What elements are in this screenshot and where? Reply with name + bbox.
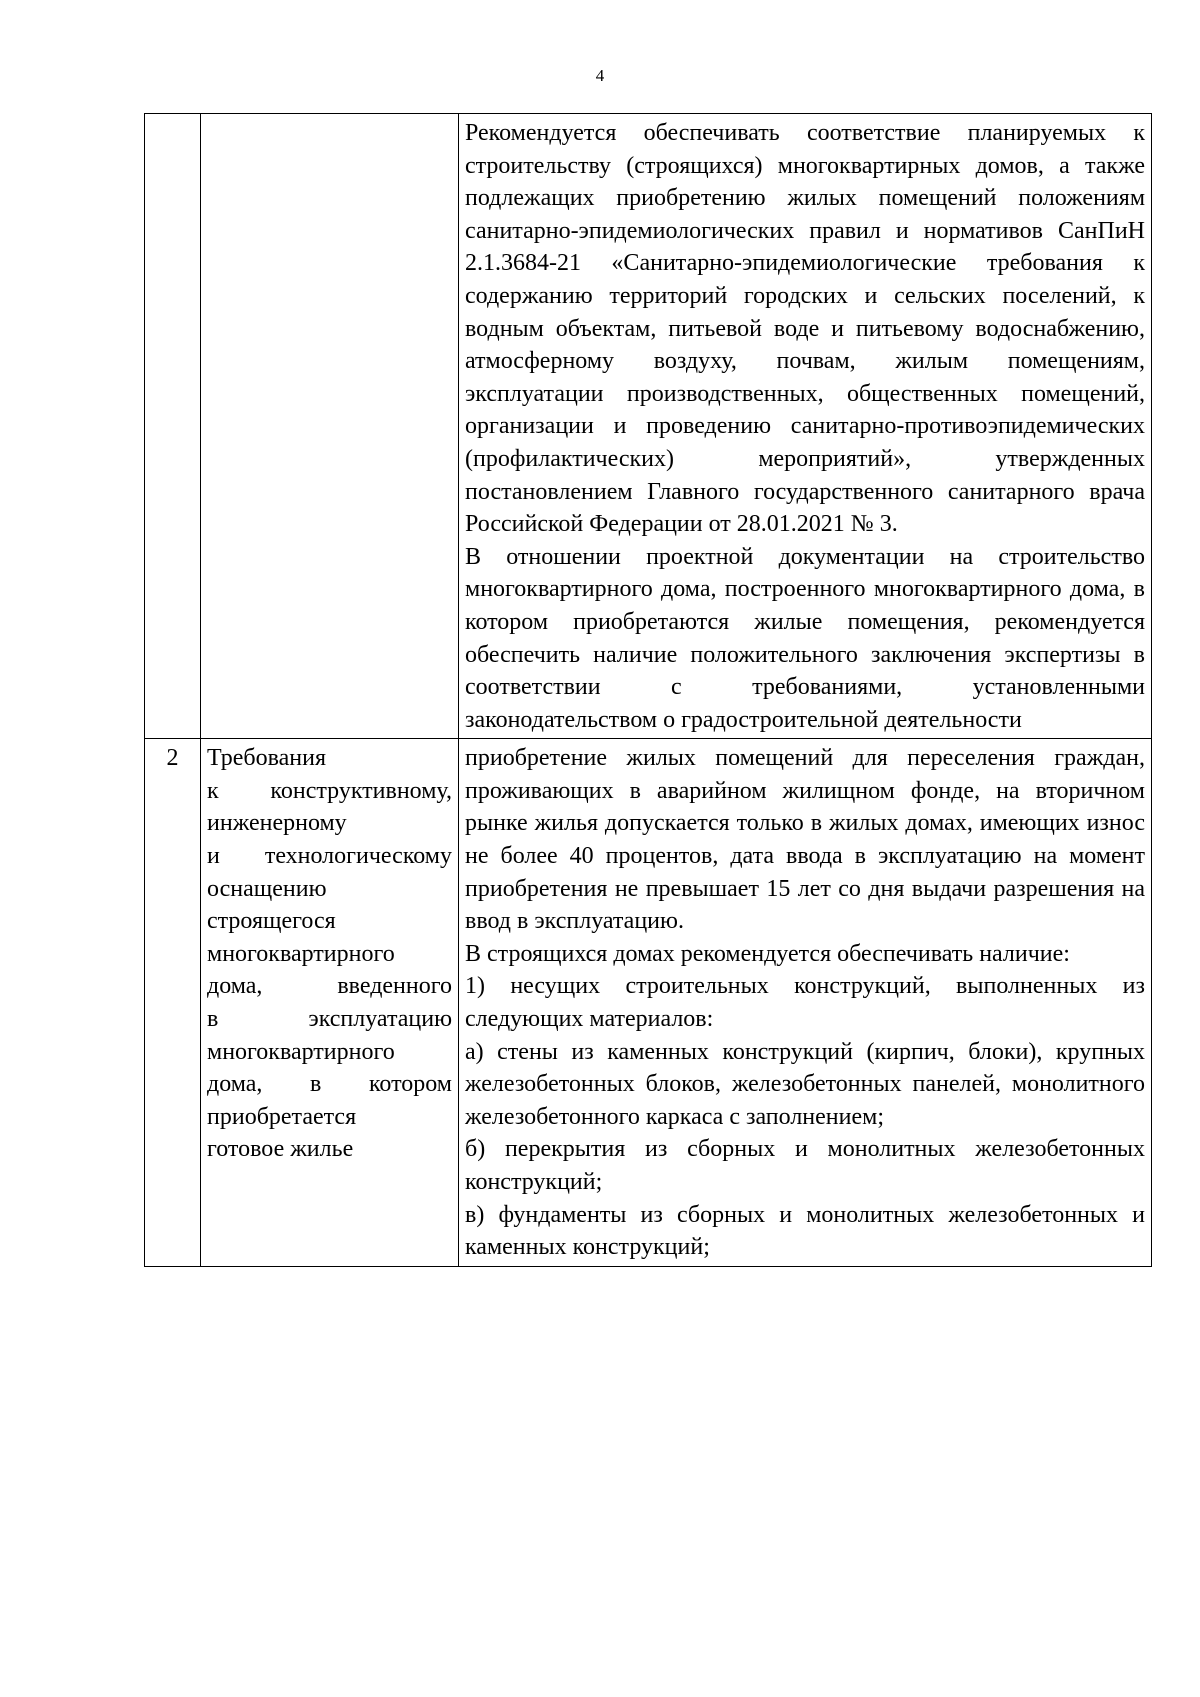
- requirement-cell: [201, 114, 459, 739]
- paragraph: В отношении проектной документации на строительство многоквартирного дома, построенного многоквартирного дома, в котором приобретаются жилые помещения, рекомендуется обеспечить наличие положительного заключения экспертизы в соответствии с требованиями, установленными законодательством о градостроительной деятельности: [465, 543, 1145, 733]
- requirement-cell: [201, 739, 459, 1267]
- requirement-line: к конструктивному,: [207, 777, 452, 804]
- row-number-cell: [145, 114, 201, 739]
- paragraph: а) стены из каменных конструкций (кирпич, блоки), крупных железобетонных блоков, железобетонных панелей, монолитного железобетонного каркаса с заполнением;: [465, 1038, 1145, 1130]
- paragraph: Рекомендуется обеспечивать соответствие планируемых к строительству (строящихся) многоквартирных домов, а также подлежащих приобретению жилых помещений положениям санитарно-эпидемиологических правил и нормативов СанПиН 2.1.3684-21 «Санитарно-эпидемиологические требования к содержанию территорий городских и сельских поселений, к водным объектам, питьевой воде и питьевому водоснабжению, атмосферному воздуху, почвам, жилым помещениям, эксплуатации производственных, общественных помещений, организации и проведению санитарно-противоэпидемических (профилактических) мероприятий», утвержденных постановлением Главного государственного санитарного врача Российской Федерации от 28.01.2021 № 3.: [465, 120, 1145, 538]
- requirement-line: многоквартирного: [207, 1038, 395, 1065]
- row-number-cell: 2: [145, 739, 201, 1267]
- paragraph: в) фундаменты из сборных и монолитных железобетонных и каменных конструкций;: [465, 1201, 1145, 1261]
- recommendation-cell: [459, 114, 1152, 739]
- paragraph: б) перекрытия из сборных и монолитных железобетонных конструкций;: [465, 1136, 1145, 1195]
- requirement-line: дома, в котором: [207, 1071, 452, 1098]
- paragraph: 1) несущих строительных конструкций, выполненных из следующих материалов:: [465, 973, 1145, 1033]
- page-number: 4: [595, 66, 605, 85]
- requirement-line: инженерному: [207, 810, 347, 837]
- requirement-line: оснащению: [207, 875, 327, 902]
- requirement-line: в эксплуатацию: [207, 1006, 452, 1033]
- requirement-line: многоквартирного: [207, 940, 395, 967]
- requirement-line: и технологическому: [207, 843, 452, 870]
- requirement-line: дома, введенного: [207, 973, 452, 1000]
- table-row: [145, 739, 1152, 1267]
- recommendation-cell: [459, 739, 1152, 1267]
- paragraph: приобретение жилых помещений для переселения граждан, проживающих в аварийном жилищном фонде, на вторичном рынке жилья допускается только в жилых домах, имеющих износ не более 40 процентов, дата ввода в эксплуатацию на момент приобретения не превышает 15 лет со дня выдачи разрешения на ввод в эксплуатацию.: [465, 745, 1145, 935]
- requirement-line: приобретается: [207, 1103, 357, 1130]
- requirements-table: [144, 113, 1152, 1267]
- requirement-line: строящегося: [207, 908, 336, 935]
- paragraph: В строящихся домах рекомендуется обеспечивать наличие:: [465, 940, 1070, 967]
- requirement-line: Требования: [207, 745, 327, 772]
- table-row: [145, 114, 1152, 739]
- requirement-line: готовое жилье: [207, 1136, 354, 1163]
